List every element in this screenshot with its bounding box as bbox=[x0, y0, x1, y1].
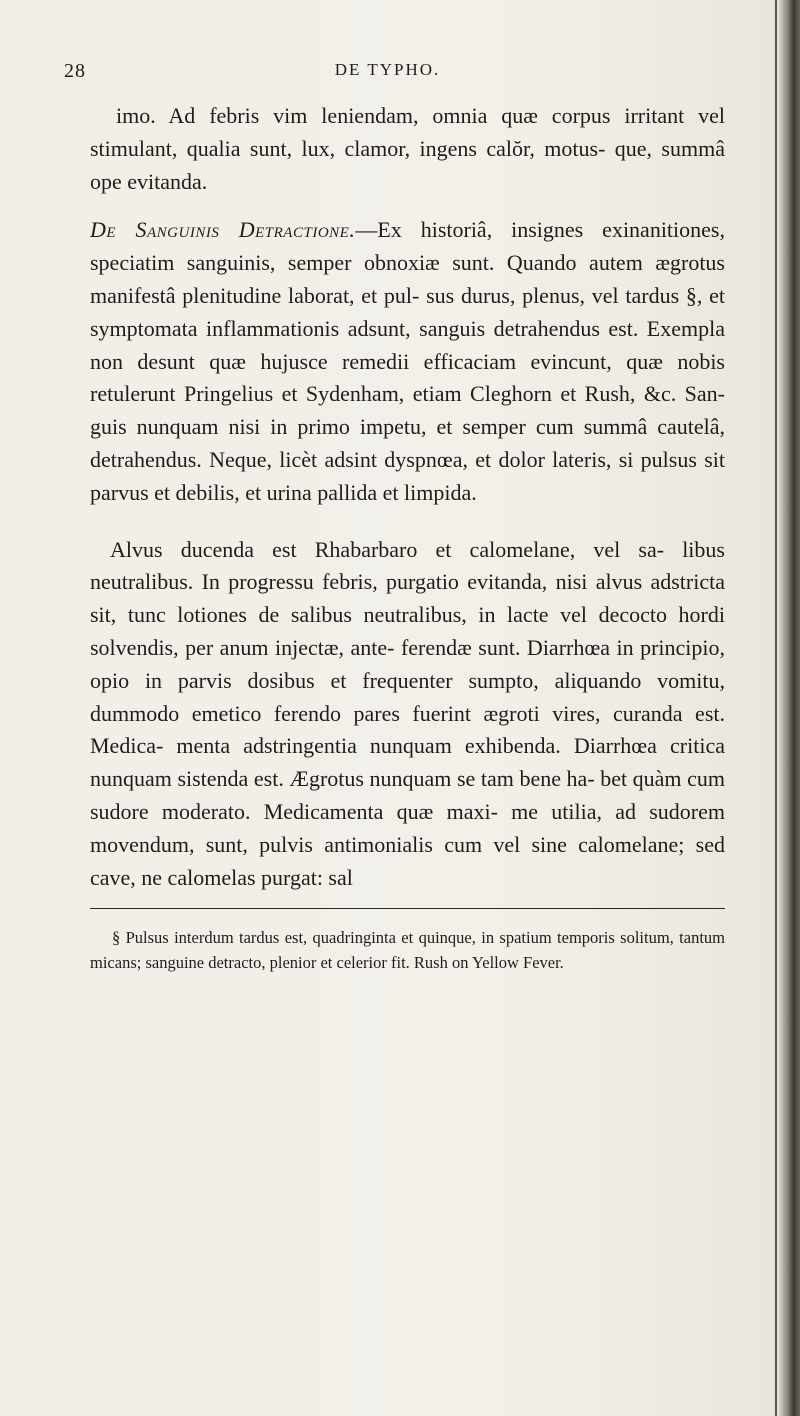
footnote-rule bbox=[90, 908, 725, 909]
book-spine-shadow bbox=[779, 0, 800, 1416]
body-text bbox=[90, 100, 725, 894]
paragraph-2-text: —Ex historiâ, insignes exinanitiones, speciatim sanguinis, semper obnoxiæ sunt. Quando autem ægrotus manifestâ plenitudine laborat, et pul- sus durus, plenus, vel tardus §, et symptomata inflammationis adsunt, sanguis detrahendus est. Exempla non desunt quæ hujusce remedii efficaciam evincunt, quæ nobis retulerunt Pringelius et Sydenham, etiam Cleghorn et Rush, &c. San- guis nunquam nisi in primo impetu, et semper cum summâ cautelâ, detrahendus. Neque, licèt adsint dyspnœa, et dolor lateris, si pulsus sit parvus et debilis, et urina pallida et limpida. bbox=[90, 217, 725, 505]
paragraph-1: imo. Ad febris vim leniendam, omnia quæ corpus irritant vel stimulant, qualia sunt, lux, clamor, ingens calŏr, motus- que, summâ ope evitanda. bbox=[90, 103, 725, 194]
page-header bbox=[0, 60, 775, 90]
footnote: § Pulsus interdum tardus est, quadringinta et quinque, in spatium temporis solitum, tantum micans; sanguine detracto, plenior et celerior fit. Rush on Yellow Fever. bbox=[90, 928, 725, 972]
section-heading: De Sanguinis Detractione. bbox=[90, 217, 356, 243]
page-edge-line bbox=[775, 0, 777, 1416]
paragraph-2 bbox=[90, 214, 725, 509]
paragraph-3: Alvus ducenda est Rhabarbaro et calomelane, vel sa- libus neutralibus. In progressu febris, purgatio evitanda, nisi alvus adstricta sit, tunc lotiones de salibus neutralibus, in lacte vel decocto hordi solvendis, per anum injectæ, ante- ferendæ sunt. Diarrhœa in principio, opio in parvis dosibus et frequenter sumpto, aliquando vomitu, dummodo emetico ferendo pares fuerint ægroti vires, curanda est. Medica- menta adstringentia nunquam exhibenda. Diarrhœa critica nunquam sistenda est. Ægrotus nunquam se tam bene ha- bet quàm cum sudore moderato. Medicamenta quæ maxi- me utilia, ad sudorem movendum, sunt, pulvis antimonialis cum vel sine calomelane; sed cave, ne calomelas purgat: sal bbox=[90, 536, 725, 890]
running-title: DE TYPHO. bbox=[334, 60, 441, 79]
page-number: 28 bbox=[64, 60, 86, 82]
